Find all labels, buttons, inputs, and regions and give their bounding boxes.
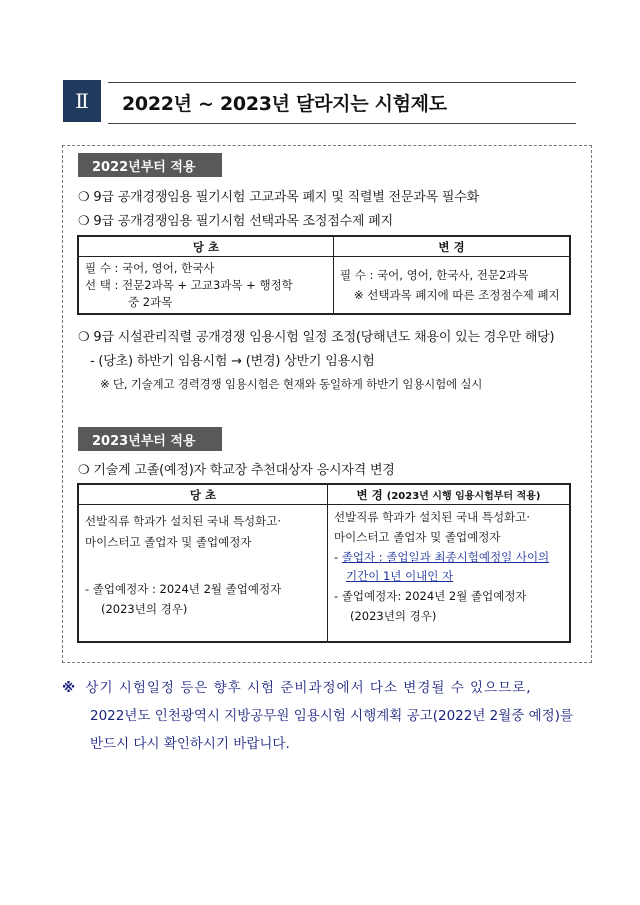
sub-item-schedule: - (당초) 하반기 임용시험 → (변경) 상반기 임용시험: [90, 354, 375, 369]
table-2022: [78, 236, 570, 314]
table-2022-after-cell: [334, 257, 570, 314]
before-line: 마이스터고 졸업자 및 졸업예정자: [85, 535, 252, 549]
graduate-definition: 졸업자 : 졸업일과 최종시험예정일 사이의: [341, 550, 550, 564]
before-line: - 졸업예정자 : 2024년 2월 졸업예정자: [85, 582, 282, 596]
table-2022-before-cell: [79, 257, 334, 314]
before-spacer: [85, 551, 321, 581]
after-line: ※ 선택과목 폐지에 따른 조정점수제 폐지: [354, 287, 560, 302]
table-2023-before-cell: [79, 505, 328, 642]
table-2023-header-after: [328, 485, 570, 505]
section-number: Ⅱ: [63, 80, 101, 122]
notice-text-1: 상기 시험일정 등은 향후 시험 준비과정에서 다소 변경될 수 있으므로,: [85, 680, 532, 696]
graduate-definition-cont: 기간이 1년 이내인 자: [346, 569, 454, 583]
header-after-main: 변 경: [356, 487, 387, 502]
after-line: - 졸업예정자: 2024년 2월 졸업예정자: [334, 589, 527, 603]
section-title: 2022년 ~ 2023년 달라지는 시험제도: [122, 93, 447, 115]
bullet-2022-3: ❍ 9급 시설관리직렬 공개경쟁 임용시험 일정 조정(당해년도 채용이 있는 경우만 해당): [78, 330, 555, 345]
header-after-sub: (2023년 시행 임용시험부터 적용): [386, 490, 541, 502]
badge-2022: 2022년부터 적용: [78, 153, 222, 177]
before-line: 선발직류 학과가 설치된 국내 특성화고·: [85, 514, 282, 528]
after-line-underlined: [334, 568, 563, 585]
note-schedule: ※ 단, 기술계고 경력경쟁 임용시험은 현재와 동일하게 하반기 임용시험에 실시: [100, 377, 483, 391]
table-2022-header-before: 당 초: [79, 237, 334, 257]
notice-line-1: [62, 676, 531, 696]
before-line: (2023년의 경우): [101, 602, 188, 616]
notice-line-3: 반드시 다시 확인하시기 바랍니다.: [90, 736, 290, 752]
table-2022-header-after: 변 경: [334, 237, 570, 257]
after-line: (2023년의 경우): [350, 609, 437, 623]
notice-mark: ※: [62, 680, 76, 696]
table-2023: [78, 484, 570, 642]
bullet-2022-1: ❍ 9급 공개경쟁임용 필기시험 고교과목 폐지 및 직렬별 전문과목 필수화: [78, 190, 479, 205]
bullet-2023-1: ❍ 기술계 고졸(예정)자 학교장 추천대상자 응시자격 변경: [78, 463, 395, 478]
table-2023-header-before: 당 초: [79, 485, 328, 505]
after-line: 필 수 : 국어, 영어, 한국사, 전문2과목: [340, 267, 529, 282]
before-line: 선 택 : 전문2과목 + 고교3과목 + 행정학: [85, 277, 293, 292]
bullet-2022-2: ❍ 9급 공개경쟁임용 필기시험 선택과목 조정점수제 폐지: [78, 214, 393, 229]
after-line: 마이스터고 졸업자 및 졸업예정자: [334, 530, 501, 544]
section-title-bar: [108, 82, 576, 124]
dash: -: [334, 550, 342, 564]
badge-2023: 2023년부터 적용: [78, 427, 222, 451]
before-line: 중 2과목: [128, 294, 173, 309]
after-line-underlined: [334, 549, 563, 566]
table-2023-after-cell: [328, 505, 570, 642]
after-line: 선발직류 학과가 설치된 국내 특성화고·: [334, 510, 531, 524]
notice-line-2: 2022년도 인천광역시 지방공무원 임용시험 시행계획 공고(2022년 2월중 예정)를: [90, 708, 574, 724]
before-line: 필 수 : 국어, 영어, 한국사: [85, 260, 215, 275]
